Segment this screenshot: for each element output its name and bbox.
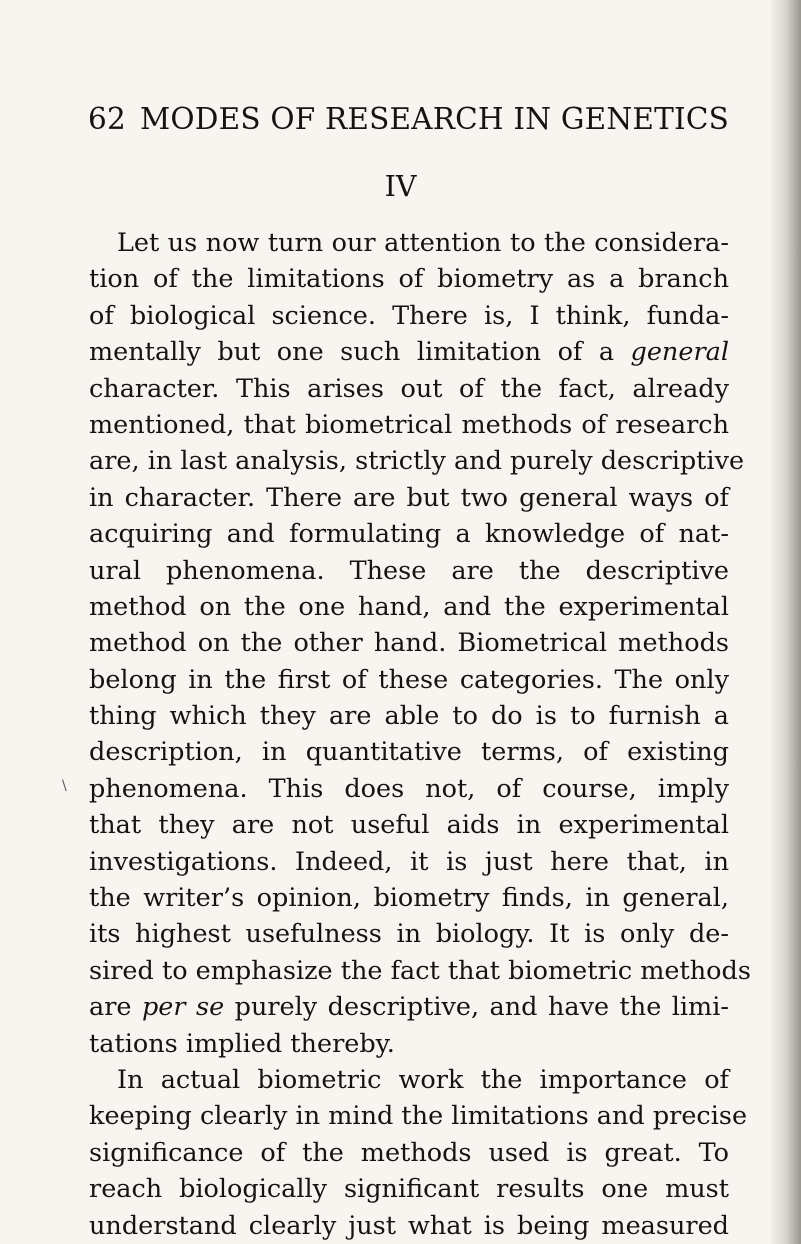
text-line: significance of the methods used is great. To [89, 1137, 729, 1168]
section-heading: IV [384, 170, 417, 203]
page-number: 62 [88, 102, 126, 136]
text-line: Let us now turn our attention to the considera- [117, 228, 729, 258]
paragraph-1 [89, 225, 751, 1062]
emphasis: per se [141, 992, 225, 1023]
text-line: thing which they are able to do is to furnish a [89, 701, 729, 732]
running-head [88, 102, 730, 136]
text-line: tion of the limitations of biometry as a branch [89, 264, 729, 295]
text-line: that they are not useful aids in experimental [89, 810, 729, 841]
text-line: acquiring and formulating a knowledge of nat- [89, 519, 729, 550]
text-line: tations implied thereby. [89, 1028, 395, 1059]
text-line: investigations. Indeed, it is just here that, in [89, 846, 729, 877]
text-line: method on the other hand. Biometrical methods [89, 628, 729, 659]
text-line: are per se purely descriptive, and have the limi- [89, 992, 729, 1023]
text-line: the writer’s opinion, biometry finds, in general, [89, 883, 729, 914]
text-line: keeping clearly in mind the limitations and precise [89, 1101, 748, 1132]
text-line: of biological science. There is, I think, funda- [89, 300, 729, 331]
text-line: belong in the first of these categories. The only [89, 664, 729, 695]
text-line: description, in quantitative terms, of existing [89, 737, 729, 768]
margin-mark: \ [62, 778, 67, 794]
paragraph-2 [89, 1062, 748, 1244]
text-line: method on the one hand, and the experimental [89, 591, 729, 622]
text-line: ural phenomena. These are the descriptive [89, 555, 729, 586]
text-line: phenomena. This does not, of course, imply [89, 773, 729, 804]
text-line: reach biologically significant results one must [89, 1174, 729, 1205]
text-line: character. This arises out of the fact, already [89, 373, 729, 404]
text-line: sired to emphasize the fact that biometric methods [89, 955, 751, 986]
emphasis: general [630, 337, 729, 368]
text-line: in character. There are but two general ways of [89, 482, 729, 513]
text-line: its highest usefulness in biology. It is only de- [89, 919, 729, 950]
text-line: mentally but one such limitation of a general [89, 337, 729, 368]
text-line: In actual biometric work the importance of [117, 1064, 729, 1095]
running-title: MODES OF RESEARCH IN GENETICS [139, 102, 730, 136]
text-line: understand clearly just what is being measured [89, 1210, 729, 1241]
text-line: mentioned, that biometrical methods of research [89, 409, 729, 440]
body-text [89, 225, 751, 1244]
text-line: are, in last analysis, strictly and purely descriptive [89, 446, 745, 477]
